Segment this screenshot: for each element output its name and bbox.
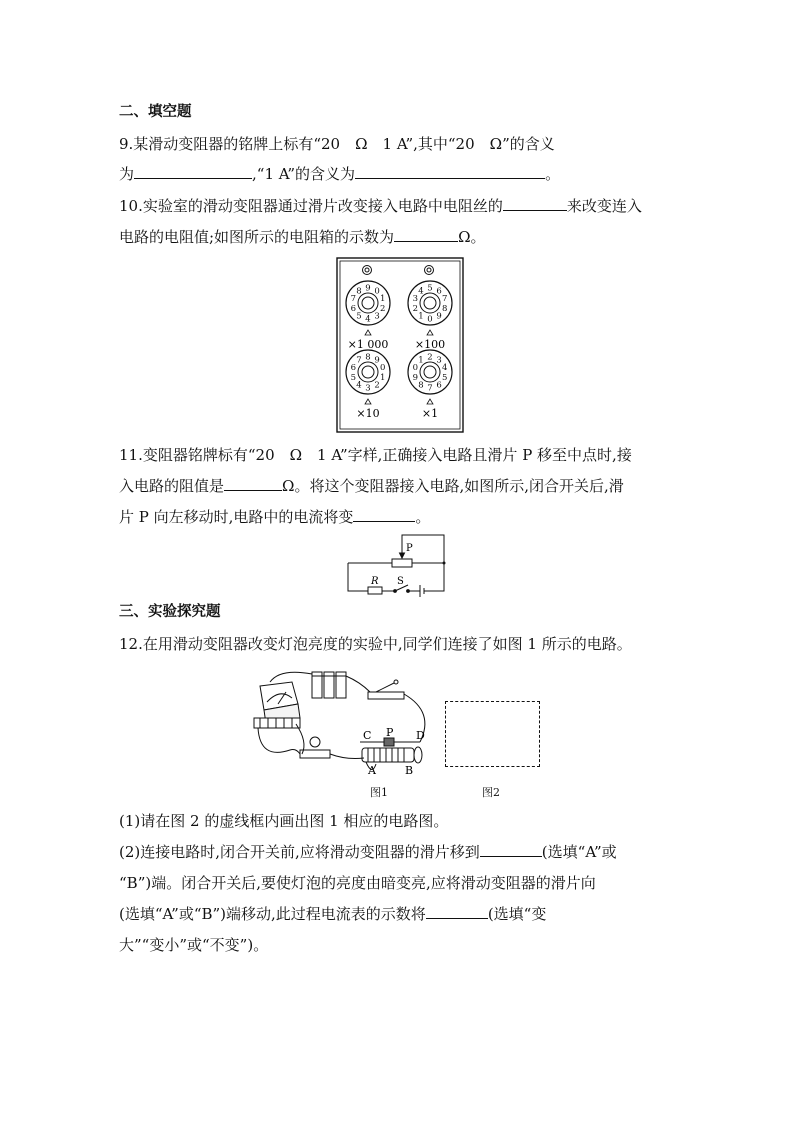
dial-digit: 2 [374, 380, 380, 391]
circuit-label-p: P [406, 543, 413, 554]
dial-digit: 9 [436, 311, 442, 322]
q11-line3 [119, 506, 430, 528]
circuit-label-r: R [371, 576, 379, 587]
dial-digit: 0 [374, 286, 380, 297]
dial-digit: 8 [441, 303, 448, 314]
q10-text-1a: 10.实验室的滑动变阻器通过滑片改变接入电路中电阻丝的 [119, 197, 503, 215]
q10-line1 [119, 195, 642, 217]
section-title-fill-in: 二、填空题 [119, 104, 192, 120]
q9-prefix: 为 [119, 165, 135, 183]
dial-digit: 7 [350, 294, 357, 305]
fig1-label-a: A [368, 764, 376, 777]
dial-digit: 2 [427, 352, 433, 363]
q10-text-1b: 来改变连入 [566, 197, 642, 215]
dial-label-thousands: ×1 000 [347, 338, 389, 351]
q9-blank-2[interactable] [355, 163, 545, 179]
q12-figure1-apparatus [250, 662, 440, 780]
q12-sub2-text-1b: (选填“A”或 [541, 843, 617, 861]
q11-line1: 11.变阻器铭牌标有“20 Ω 1 A”字样,正确接入电路且滑片 P 移至中点时,接 [119, 446, 632, 464]
dial-digit: 5 [427, 283, 433, 294]
dial-digit: 1 [379, 294, 386, 305]
q11-line2 [119, 475, 624, 497]
q10-blank-1[interactable] [503, 195, 567, 211]
q11-text-2a: 入电路的阻值是 [119, 477, 225, 495]
dial-digit: 4 [441, 363, 448, 374]
q10-text-2b: Ω。 [458, 228, 486, 246]
fig1-label-p: P [386, 726, 394, 739]
dial-digit: 4 [365, 314, 371, 325]
dial-label-tens: ×10 [356, 407, 380, 420]
section-title-experiment: 三、实验探究题 [119, 604, 221, 620]
q12-sub2-text-3b: (选填“变 [487, 905, 547, 923]
dial-digit: 9 [365, 283, 371, 294]
q12-sub2-text-3a: (选填“A”或“B”)端移动,此过程电流表的示数将 [119, 905, 426, 923]
q11-circuit-diagram [340, 531, 450, 597]
q10-text-2a: 电路的电阻值;如图所示的电阻箱的示数为 [119, 228, 395, 246]
dial-digit: 8 [356, 286, 362, 297]
q12-sub1: (1)请在图 2 的虚线框内画出图 1 相应的电路图。 [119, 812, 449, 830]
q10-line2 [119, 226, 486, 248]
dial-digit: 3 [374, 311, 380, 322]
fig1-caption: 图1 [370, 786, 388, 799]
q11-text-3a: 片 P 向左移动时,电路中的电流将变 [119, 508, 354, 526]
dial-digit: 7 [427, 383, 433, 394]
q12-blank-2[interactable] [426, 903, 488, 919]
dial-digit: 9 [374, 355, 380, 366]
dial-digit: 3 [412, 294, 419, 305]
dial-digit: 6 [350, 363, 357, 374]
dial-digit: 4 [418, 286, 424, 297]
dial-digit: 0 [427, 314, 433, 325]
q9-line1: 9.某滑动变阻器的铭牌上标有“20 Ω 1 A”,其中“20 Ω”的含义 [119, 135, 555, 153]
dial-digit: 0 [412, 363, 419, 374]
q12-blank-1[interactable] [480, 841, 542, 857]
dial-digit: 6 [436, 380, 442, 391]
dial-digit: 2 [412, 303, 419, 314]
q11-text-3b: 。 [415, 508, 431, 526]
dial-digit: 1 [418, 355, 424, 366]
dial-digit: 5 [441, 372, 448, 383]
dial-digit: 2 [379, 303, 386, 314]
dial-digit: 6 [436, 286, 442, 297]
dial-digit: 4 [356, 380, 362, 391]
q12-sub2-line4: 大”“变小”或“不变”)。 [119, 936, 269, 954]
resistance-box-figure [336, 257, 464, 433]
q11-blank-2[interactable] [353, 506, 415, 522]
q11-blank-1[interactable] [224, 475, 282, 491]
q12-sub2-text-1a: (2)连接电路时,闭合开关前,应将滑动变阻器的滑片移到 [119, 843, 480, 861]
q12-figure2-drawing-box[interactable] [445, 701, 540, 767]
dial-digit: 1 [418, 311, 424, 322]
dial-digit: 5 [356, 311, 362, 322]
q9-end: 。 [545, 165, 561, 183]
dial-digit: 0 [379, 363, 386, 374]
dial-digit: 6 [350, 303, 357, 314]
q11-text-2b: Ω。将这个变阻器接入电路,如图所示,闭合开关后,滑 [282, 477, 624, 495]
q9-blank-1[interactable] [134, 163, 252, 179]
dial-digit: 1 [379, 372, 386, 383]
q9-line2 [119, 163, 560, 185]
q12-sub2-line3 [119, 903, 546, 925]
dial-label-hundreds: ×100 [414, 338, 446, 351]
dial-digit: 9 [412, 372, 419, 383]
q9-mid: ,“1 A”的含义为 [252, 165, 356, 183]
q12-sub2-line1 [119, 841, 617, 863]
dial-digit: 3 [365, 383, 371, 394]
dial-digit: 5 [350, 372, 357, 383]
dial-digit: 7 [356, 355, 362, 366]
q12-line1: 12.在用滑动变阻器改变灯泡亮度的实验中,同学们连接了如图 1 所示的电路。 [119, 635, 632, 653]
dial-digit: 8 [418, 380, 424, 391]
dial-label-ones: ×1 [421, 407, 439, 420]
q10-blank-2[interactable] [394, 226, 458, 242]
dial-digit: 3 [436, 355, 442, 366]
fig1-label-d: D [416, 729, 425, 742]
fig1-label-c: C [363, 729, 372, 742]
circuit-label-s: S [397, 576, 404, 587]
fig1-label-b: B [405, 764, 414, 777]
q12-sub2-line2: “B”)端。闭合开关后,要使灯泡的亮度由暗变亮,应将滑动变阻器的滑片向 [119, 874, 596, 892]
fig2-caption: 图2 [482, 786, 500, 799]
dial-digit: 8 [365, 352, 371, 363]
dial-digit: 7 [441, 294, 448, 305]
